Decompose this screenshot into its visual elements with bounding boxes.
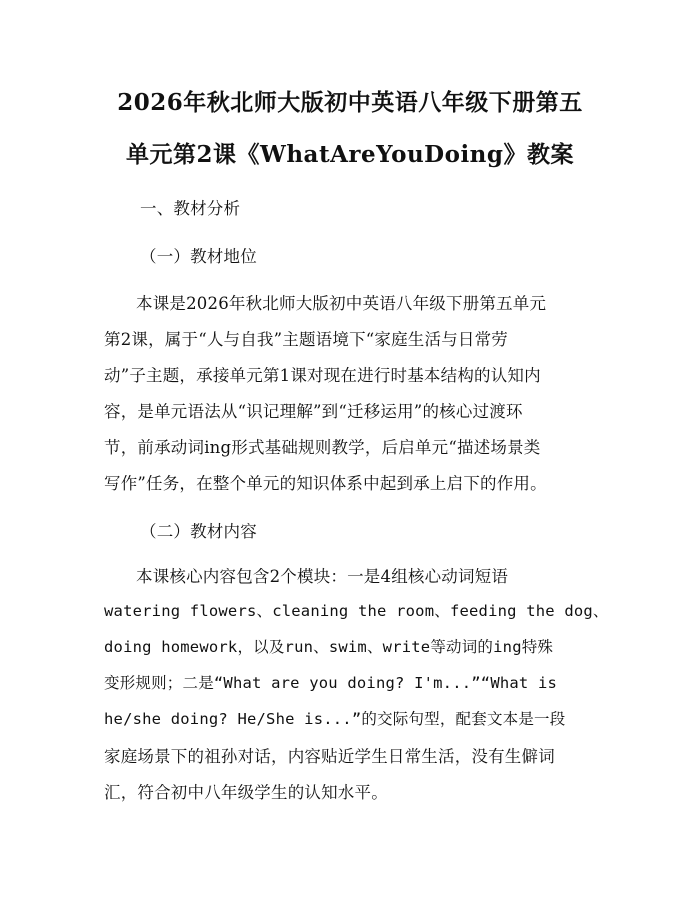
paragraph-2-line: 变形规则；二是“What are you doing? I'm...”“What is	[104, 674, 558, 692]
paragraph-1-line: 第2课，属于“人与自我”主题语境下“家庭生活与日常劳	[104, 330, 509, 349]
document-title-line-2: 单元第2课《WhatAreYouDoing》教案	[126, 141, 574, 168]
paragraph-1-line: 本课是2026年秋北师大版初中英语八年级下册第五单元	[136, 294, 547, 313]
section-heading-analysis: 一、教材分析	[140, 199, 241, 218]
paragraph-2-line: 汇，符合初中八年级学生的认知水平。	[104, 783, 388, 802]
subsection-heading-position: （一）教材地位	[140, 247, 257, 266]
paragraph-1-line: 节，前承动词ing形式基础规则教学，后启单元“描述场景类	[104, 438, 541, 457]
paragraph-1-line: 写作”任务，在整个单元的知识体系中起到承上启下的作用。	[104, 474, 547, 493]
paragraph-2-line: watering flowers、cleaning the room、feeding the dog、	[104, 602, 609, 620]
subsection-heading-content: （二）教材内容	[140, 522, 257, 541]
document-title-line-1: 2026年秋北师大版初中英语八年级下册第五	[117, 89, 583, 116]
paragraph-2-line: 本课核心内容包含2个模块：一是4组核心动词短语	[136, 567, 509, 586]
paragraph-1-line: 动”子主题，承接单元第1课对现在进行时基本结构的认知内	[104, 366, 541, 385]
paragraph-2-line: he/she doing? He/She is...”的交际句型，配套文本是一段	[104, 710, 566, 728]
paragraph-2-line: doing homework，以及run、swim、write等动词的ing特殊	[104, 638, 554, 656]
paragraph-2-line: 家庭场景下的祖孙对话，内容贴近学生日常生活，没有生僻词	[104, 747, 555, 766]
paragraph-1-line: 容，是单元语法从“识记理解”到“迁移运用”的核心过渡环	[104, 402, 523, 421]
